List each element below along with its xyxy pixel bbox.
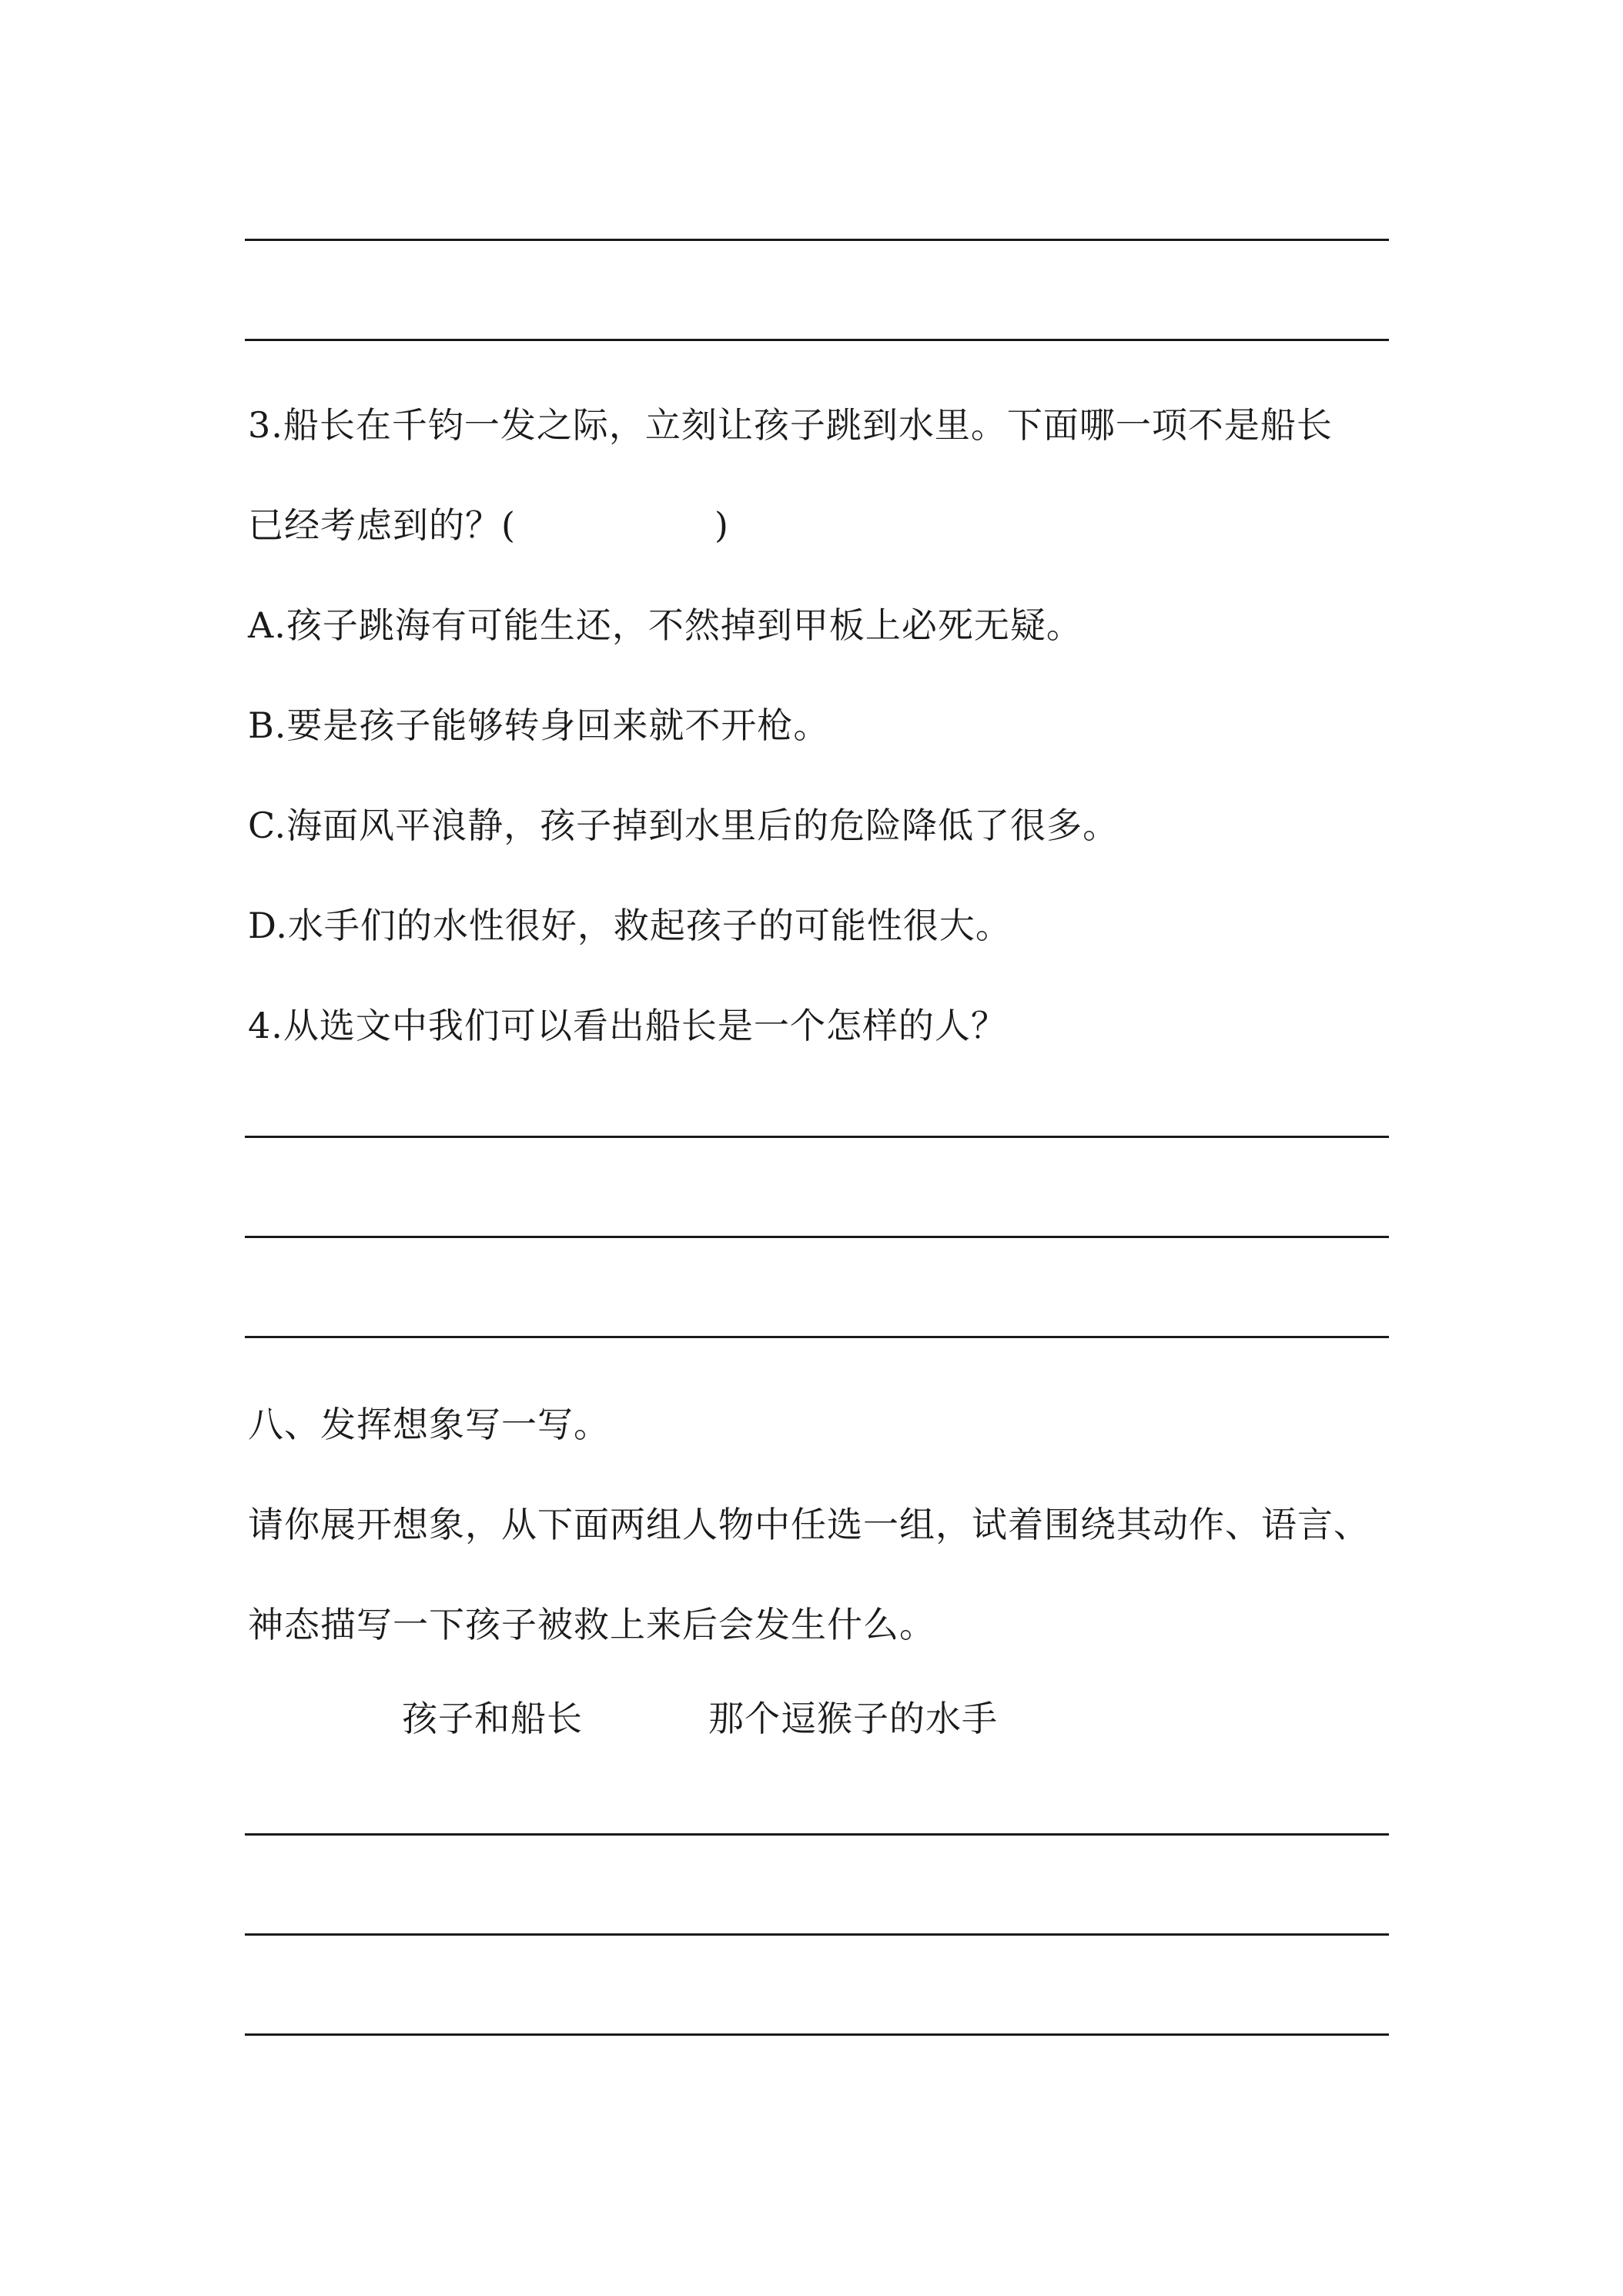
question-3-line-1: 3.船长在千钧一发之际，立刻让孩子跳到水里。下面哪一项不是船长 <box>248 404 1333 446</box>
answer-line-q4-3 <box>245 1336 1389 1338</box>
option-d: D.水手们的水性很好，救起孩子的可能性很大。 <box>248 905 1012 946</box>
answer-line-s8-2 <box>245 1933 1389 1936</box>
question-4: 4.从选文中我们可以看出船长是一个怎样的人？ <box>248 1005 1007 1046</box>
section-8-prompt-line-1: 请你展开想象，从下面两组人物中任选一组，试着围绕其动作、语言、 <box>248 1504 1370 1545</box>
question-3-prompt: 已经考虑到的？( <box>248 504 516 546</box>
character-group-b: 那个逗猴子的水手 <box>708 1698 998 1739</box>
answer-line-q4-1 <box>245 1136 1389 1138</box>
answer-line-s8-1 <box>245 1833 1389 1836</box>
question-3-line-2 <box>248 502 729 548</box>
option-b: B.要是孩子能够转身回来就不开枪。 <box>248 705 830 746</box>
answer-line-s8-3 <box>245 2033 1389 2036</box>
answer-line-top-1 <box>245 239 1389 241</box>
answer-line-top-2 <box>245 339 1389 341</box>
question-3-paren-close: ) <box>714 504 729 546</box>
option-a: A.孩子跳海有可能生还，不然掉到甲板上必死无疑。 <box>248 604 1083 646</box>
section-8-prompt-line-2: 神态描写一下孩子被救上来后会发生什么。 <box>248 1604 935 1645</box>
answer-line-q4-2 <box>245 1236 1389 1238</box>
option-c: C.海面风平浪静，孩子掉到水里后的危险降低了很多。 <box>248 805 1119 846</box>
section-8-heading: 八、发挥想象写一写。 <box>248 1404 610 1445</box>
character-group-a: 孩子和船长 <box>402 1698 583 1739</box>
